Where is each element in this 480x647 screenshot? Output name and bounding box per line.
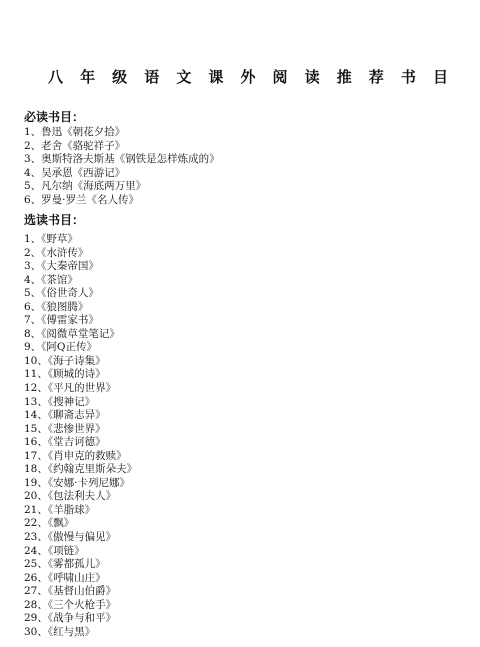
- required-item: 2、老舍《骆驼祥子》: [24, 139, 126, 152]
- optional-item: 12、《平凡的世界》: [24, 382, 117, 395]
- optional-item: 29、《战争与和平》: [24, 612, 117, 625]
- optional-heading: 选读书目：: [24, 213, 85, 227]
- optional-item: 15、《悲惨世界》: [24, 422, 106, 435]
- required-item: 5、凡尔纳《海底两万里》: [24, 180, 147, 193]
- optional-item: 10、《海子诗集》: [24, 354, 106, 367]
- optional-item: 14、《聊斋志异》: [24, 409, 106, 422]
- title-char: 推: [336, 68, 352, 86]
- optional-item: 18、《约翰克里斯朵夫》: [24, 463, 138, 476]
- optional-item: 5、《俗世奇人》: [24, 287, 99, 300]
- title-char: 八: [48, 68, 64, 86]
- required-heading: 必读书目：: [24, 110, 85, 124]
- title-char: 阅: [272, 68, 288, 86]
- title-char: 级: [112, 68, 128, 86]
- optional-item: 16、《堂吉诃德》: [24, 436, 106, 449]
- optional-item: 1、《野草》: [24, 233, 78, 245]
- required-item: 4、吴承恩《西游记》: [24, 166, 126, 179]
- title-char: 课: [208, 68, 224, 86]
- optional-item: 30、《红与黑》: [24, 625, 96, 638]
- optional-item: 28、《三个火枪手》: [24, 598, 117, 611]
- title-char: 书: [400, 68, 416, 86]
- page-title: [48, 66, 448, 87]
- optional-item: 2、《水浒传》: [24, 246, 89, 259]
- optional-item: 8、《阅微草堂笔记》: [24, 327, 120, 340]
- title-char: 荐: [368, 68, 384, 86]
- optional-item: 25、《雾都孤儿》: [24, 558, 106, 571]
- optional-item: 17、《肖申克的救赎》: [24, 449, 127, 462]
- required-item: 6、罗曼·罗兰《名人传》: [24, 193, 140, 206]
- optional-item: 21、《羊脂球》: [24, 503, 96, 516]
- required-item: 3、奥斯特洛夫斯基《钢铁是怎样炼成的》: [24, 153, 220, 166]
- optional-book-list: [24, 233, 137, 639]
- optional-item: 22、《飘》: [24, 517, 75, 530]
- title-char: 文: [176, 68, 192, 86]
- optional-item: 19、《安娜·卡列尼娜》: [24, 476, 130, 489]
- title-char: 年: [80, 68, 96, 86]
- optional-item: 3、《大秦帝国》: [24, 260, 99, 273]
- title-char: 目: [432, 68, 448, 86]
- optional-item: 7、《傅雷家书》: [24, 314, 99, 327]
- required-book-list: [24, 126, 220, 207]
- optional-item: 11、《顾城的诗》: [24, 368, 106, 381]
- title-char: 读: [304, 68, 320, 86]
- optional-item: 6、《狼图腾》: [24, 300, 89, 313]
- required-item: 1、鲁迅《朝花夕拾》: [24, 126, 126, 138]
- optional-item: 24、《项链》: [24, 544, 85, 557]
- optional-item: 9、《阿Q正传》: [24, 341, 98, 354]
- optional-item: 13、《搜神记》: [24, 395, 96, 408]
- title-char: 外: [240, 68, 256, 86]
- optional-item: 4、《茶馆》: [24, 273, 78, 286]
- optional-item: 27、《基督山伯爵》: [24, 585, 117, 598]
- optional-item: 20、《包法利夫人》: [24, 490, 117, 503]
- optional-item: 26、《呼啸山庄》: [24, 571, 106, 584]
- title-char: 语: [144, 68, 160, 86]
- optional-item: 23、《傲慢与偏见》: [24, 531, 117, 544]
